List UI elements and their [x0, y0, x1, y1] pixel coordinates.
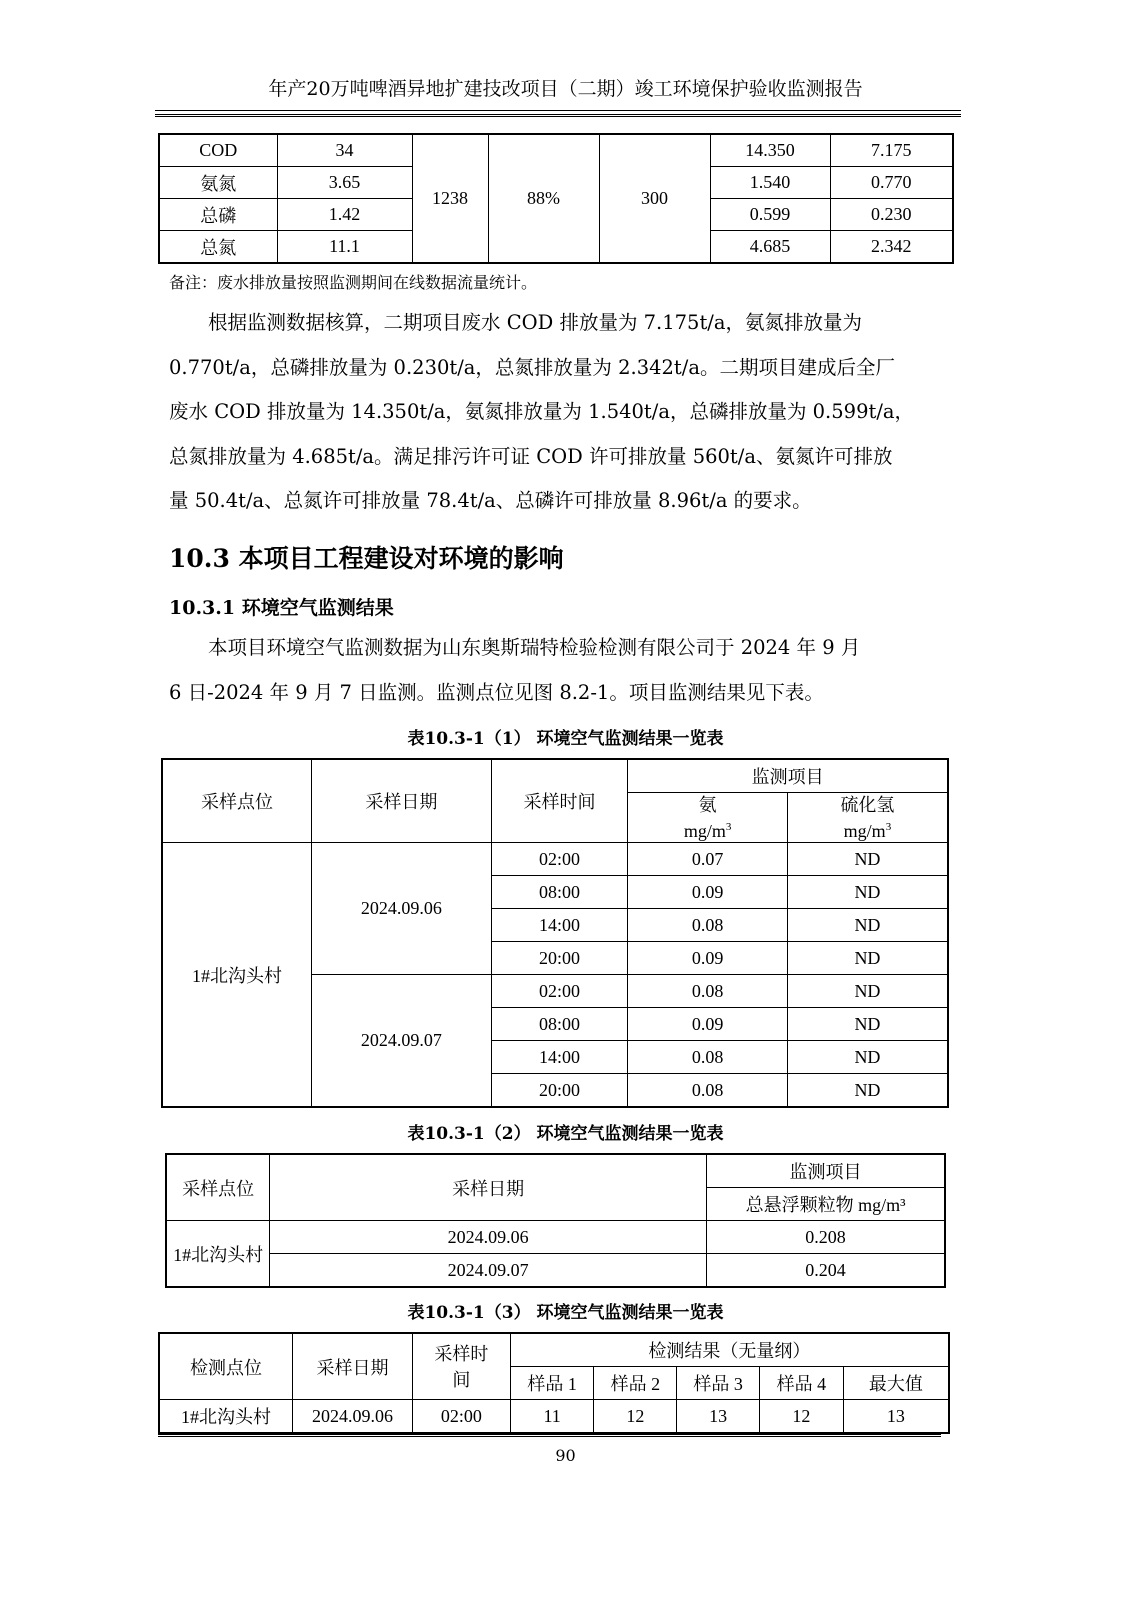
h2s-label: 硫化氢	[840, 794, 895, 815]
point-cell: 1#北沟头村	[166, 1221, 270, 1288]
header-time: 采样时间	[491, 759, 628, 843]
paragraph-monitoring	[169, 626, 949, 715]
table-row	[162, 843, 948, 876]
h2s-cell: ND	[787, 975, 948, 1008]
date-cell: 2024.09.06	[312, 843, 492, 975]
nh3-cell: 0.08	[628, 975, 788, 1008]
table1-caption: 表10.3-1（1） 环境空气监测结果一览表	[407, 729, 724, 749]
time-cell: 14:00	[491, 1041, 628, 1074]
header-date: 采样日期	[312, 759, 492, 843]
odor-table	[158, 1332, 950, 1434]
flow-cell: 1238	[412, 134, 488, 263]
conc-cell: 1.42	[277, 199, 412, 231]
emission-table	[158, 133, 954, 264]
paragraph-line: 6 日-2024 年 9 月 7 日监测。监测点位见图 8.2-1。项目监测结果见下表。	[169, 680, 824, 704]
header-time	[412, 1333, 510, 1400]
header-items: 监测项目	[707, 1154, 945, 1188]
air-table-1	[161, 758, 949, 1108]
unit-label: mg/m	[683, 820, 726, 841]
time-cell: 02:00	[491, 975, 628, 1008]
table2-caption: 表10.3-1（2） 环境空气监测结果一览表	[407, 1124, 724, 1144]
phase2-cell: 0.230	[830, 199, 953, 231]
page-header: 年产20万吨啤酒异地扩建技改项目（二期）竣工环境保护验收监测报告	[268, 78, 863, 100]
h2s-cell: ND	[787, 909, 948, 942]
phase2-cell: 7.175	[830, 134, 953, 167]
table-header-row	[166, 1154, 945, 1188]
date-cell: 2024.09.07	[270, 1254, 707, 1288]
paragraph-line: 量 50.4t/a、总氮许可排放量 78.4t/a、总磷许可排放量 8.96t/a 的要求。	[169, 489, 812, 512]
time-cell: 02:00	[412, 1400, 510, 1434]
header-time-line: 间	[452, 1369, 471, 1390]
paragraph-emissions	[169, 301, 949, 524]
table-row	[166, 1221, 945, 1254]
header-items: 监测项目	[628, 759, 948, 793]
section-heading: 10.3 本项目工程建设对环境的影响	[169, 544, 564, 573]
table-header-row	[159, 1333, 949, 1367]
unit-sup: 3	[885, 820, 892, 833]
nh3-cell: 0.08	[628, 909, 788, 942]
sample-cell: 11	[510, 1400, 594, 1434]
header-h2s	[787, 793, 948, 843]
sample-cell: 12	[760, 1400, 844, 1434]
time-cell: 02:00	[491, 843, 628, 876]
header-time-line: 采样时	[434, 1343, 489, 1364]
phase2-cell: 0.770	[830, 167, 953, 199]
unit-sup: 3	[725, 820, 732, 833]
time-cell: 20:00	[491, 1074, 628, 1108]
point-cell: 1#北沟头村	[159, 1400, 293, 1434]
header-sample-4: 样品 4	[760, 1367, 844, 1400]
total-cell: 1.540	[710, 167, 830, 199]
table-row	[159, 1400, 949, 1434]
time-cell: 08:00	[491, 876, 628, 909]
nh3-cell: 0.08	[628, 1074, 788, 1108]
footer-rule	[158, 1434, 941, 1440]
paragraph-line: 废水 COD 排放量为 14.350t/a，氨氮排放量为 1.540t/a，总磷排放量为 0.599t/a，	[169, 400, 915, 423]
page-number: 90	[555, 1446, 576, 1465]
point-cell: 1#北沟头村	[162, 843, 312, 1108]
paragraph-line: 根据监测数据核算，二期项目废水 COD 排放量为 7.175t/a，氨氮排放量为	[208, 311, 862, 334]
paragraph-line: 总氮排放量为 4.685t/a。满足排污许可证 COD 许可排放量 560t/a、氨氮许可排放	[169, 444, 893, 468]
nh3-label: 氨	[698, 794, 717, 815]
table-row	[166, 1254, 945, 1288]
sample-cell: 12	[594, 1400, 677, 1434]
h2s-cell: ND	[787, 1008, 948, 1041]
item-cell: 总磷	[159, 199, 277, 231]
date-cell: 2024.09.06	[270, 1221, 707, 1254]
header-max: 最大值	[843, 1367, 949, 1400]
header-point: 检测点位	[159, 1333, 293, 1400]
total-cell: 14.350	[710, 134, 830, 167]
tsp-cell: 0.204	[707, 1254, 945, 1288]
days-cell: 300	[599, 134, 710, 263]
air-table-2	[165, 1153, 946, 1288]
nh3-cell: 0.09	[628, 1008, 788, 1041]
tsp-cell: 0.208	[707, 1221, 945, 1254]
phase2-cell: 2.342	[830, 231, 953, 264]
h2s-cell: ND	[787, 843, 948, 876]
header-sample-3: 样品 3	[677, 1367, 760, 1400]
item-cell: 氨氮	[159, 167, 277, 199]
table-header-row	[162, 759, 948, 793]
sample-cell: 13	[677, 1400, 760, 1434]
header-nh3	[628, 793, 788, 843]
nh3-cell: 0.09	[628, 942, 788, 975]
h2s-cell: ND	[787, 876, 948, 909]
nh3-cell: 0.07	[628, 843, 788, 876]
time-cell: 08:00	[491, 1008, 628, 1041]
header-rule	[155, 110, 961, 117]
header-tsp: 总悬浮颗粒物 mg/m³	[707, 1188, 945, 1221]
header-point: 采样点位	[166, 1154, 270, 1221]
time-cell: 20:00	[491, 942, 628, 975]
date-cell: 2024.09.07	[312, 975, 492, 1108]
paragraph-line: 本项目环境空气监测数据为山东奥斯瑞特检验检测有限公司于 2024 年 9 月	[208, 636, 861, 659]
h2s-cell: ND	[787, 1074, 948, 1108]
nh3-cell: 0.09	[628, 876, 788, 909]
conc-cell: 11.1	[277, 231, 412, 264]
header-date: 采样日期	[270, 1154, 707, 1221]
table-row	[159, 134, 953, 167]
time-cell: 14:00	[491, 909, 628, 942]
h2s-cell: ND	[787, 1041, 948, 1074]
paragraph-line: 0.770t/a，总磷排放量为 0.230t/a，总氮排放量为 2.342t/a。二期项目建成后全厂	[169, 355, 895, 379]
table-note: 备注：废水排放量按照监测期间在线数据流量统计。	[169, 273, 538, 292]
unit-label: mg/m	[843, 820, 886, 841]
item-cell: COD	[159, 134, 277, 167]
table3-caption: 表10.3-1（3） 环境空气监测结果一览表	[407, 1303, 724, 1323]
header-date: 采样日期	[293, 1333, 413, 1400]
h2s-cell: ND	[787, 942, 948, 975]
subsection-heading: 10.3.1 环境空气监测结果	[169, 597, 394, 619]
header-point: 采样点位	[162, 759, 312, 843]
ratio-cell: 88%	[488, 134, 599, 263]
conc-cell: 3.65	[277, 167, 412, 199]
total-cell: 0.599	[710, 199, 830, 231]
item-cell: 总氮	[159, 231, 277, 264]
header-sample-1: 样品 1	[510, 1367, 594, 1400]
header-result: 检测结果（无量纲）	[510, 1333, 949, 1367]
total-cell: 4.685	[710, 231, 830, 264]
date-cell: 2024.09.06	[293, 1400, 413, 1434]
conc-cell: 34	[277, 134, 412, 167]
max-cell: 13	[843, 1400, 949, 1434]
header-sample-2: 样品 2	[594, 1367, 677, 1400]
nh3-cell: 0.08	[628, 1041, 788, 1074]
